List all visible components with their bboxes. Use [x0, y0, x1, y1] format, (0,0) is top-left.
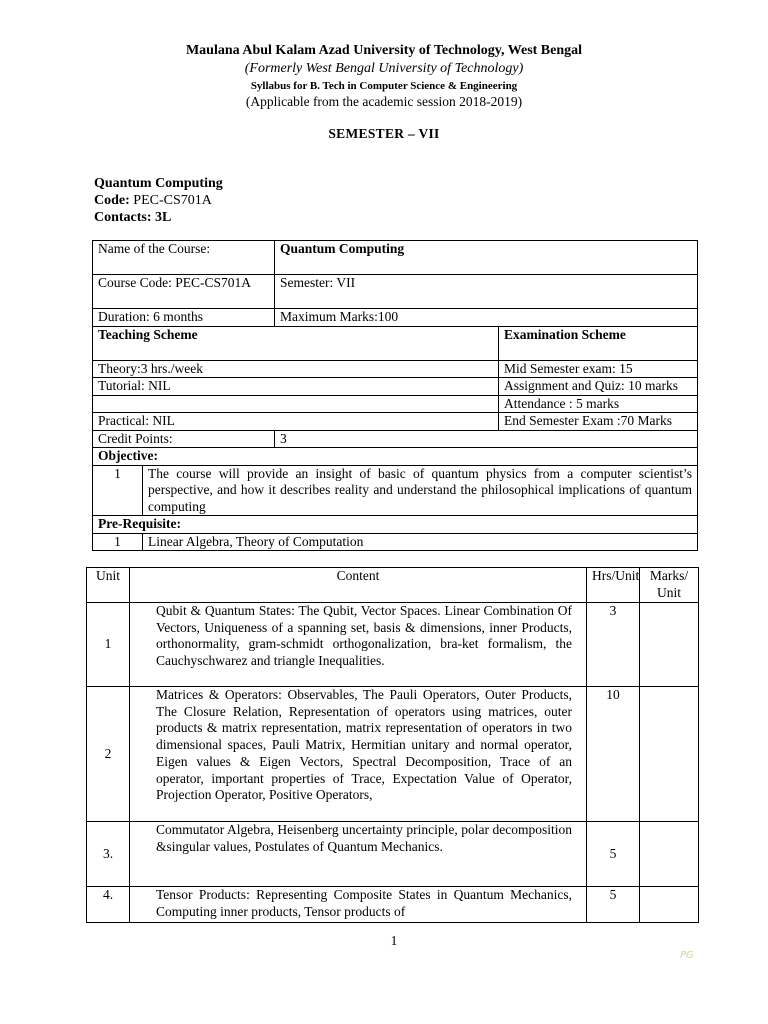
course-code-line	[94, 192, 212, 209]
unit-header: Unit	[87, 568, 130, 603]
formerly-line: (Formerly West Bengal University of Technology)	[244, 61, 524, 76]
objective-heading: Objective:	[93, 448, 698, 466]
units-table	[86, 567, 699, 923]
credit-label-cell: Credit Points:	[93, 430, 275, 448]
marks-cell	[640, 822, 699, 887]
course-info-table	[92, 240, 698, 551]
watermark-mark: PG	[680, 950, 694, 961]
teaching-scheme-heading: Teaching Scheme	[93, 326, 499, 360]
table-row	[93, 448, 698, 466]
objective-number: 1	[93, 465, 143, 516]
end-sem-cell: End Semester Exam :70 Marks	[499, 413, 698, 431]
unit-cell: 2	[87, 687, 130, 822]
attendance-cell: Attendance : 5 marks	[499, 395, 698, 413]
objective-text: The course will provide an insight of basic of quantum physics from a computer scientist’s perspective, and how it describes reality and understand the philosophical implications of quantum computing	[143, 465, 698, 516]
table-row	[93, 360, 698, 378]
table-row	[93, 378, 698, 396]
table-row	[93, 430, 698, 448]
marks-cell	[640, 603, 699, 687]
course-name-label: Name of the Course:	[93, 241, 275, 275]
duration-cell: Duration: 6 months	[93, 309, 275, 327]
theory-cell: Theory:3 hrs./week	[93, 360, 499, 378]
table-row	[87, 887, 699, 923]
hrs-cell: 5	[587, 822, 640, 887]
hrs-cell: 3	[587, 603, 640, 687]
table-row	[93, 395, 698, 413]
table-row	[93, 275, 698, 309]
table-row	[93, 309, 698, 327]
prerequisite-text: Linear Algebra, Theory of Computation	[143, 533, 698, 551]
content-cell: Qubit & Quantum States: The Qubit, Vector Spaces. Linear Combination Of Vectors, Uniqueness of a spanning set, basis & dimensions, inner Products, orthonormality, gram-schmidt orthogonalization, bra-ket formalism, the Cauchyschwarez and triangle Inequalities.	[130, 603, 587, 687]
examination-scheme-heading: Examination Scheme	[499, 326, 698, 360]
table-row	[93, 516, 698, 534]
hrs-header: Hrs/Unit	[587, 568, 640, 603]
max-marks-cell: Maximum Marks:100	[275, 309, 698, 327]
hrs-cell: 10	[587, 687, 640, 822]
table-row	[87, 687, 699, 822]
table-row	[93, 326, 698, 360]
content-cell: Tensor Products: Representing Composite States in Quantum Mechanics, Computing inner products, Tensor products of	[130, 887, 587, 923]
page-number: 1	[390, 933, 398, 948]
unit-cell: 4.	[87, 887, 130, 923]
prerequisite-number: 1	[93, 533, 143, 551]
course-name-value: Quantum Computing	[275, 241, 698, 275]
table-row	[87, 603, 699, 687]
course-code-value: PEC-CS701A	[133, 193, 212, 208]
university-name: Maulana Abul Kalam Azad University of Technology, West Bengal	[185, 43, 583, 58]
unit-cell: 1	[87, 603, 130, 687]
empty-cell	[93, 395, 499, 413]
hrs-cell: 5	[587, 887, 640, 923]
contacts-line: Contacts: 3L	[94, 210, 172, 225]
marks-cell	[640, 687, 699, 822]
content-cell: Commutator Algebra, Heisenberg uncertainty principle, polar decomposition &singular values, Postulates of Quantum Mechanics.	[130, 822, 587, 887]
practical-cell: Practical: NIL	[93, 413, 499, 431]
marks-header: Marks/ Unit	[640, 568, 699, 603]
marks-cell	[640, 887, 699, 923]
course-code-label: Code:	[94, 193, 130, 208]
table-row	[93, 465, 698, 516]
table-row	[93, 413, 698, 431]
semester-heading: SEMESTER – VII	[328, 126, 440, 141]
content-cell: Matrices & Operators: Observables, The Pauli Operators, Outer Products, The Closure Relation, Representation of operators using matrices, outer products & matrix representation, matrix representation of operators in two dimensional spaces, Pauli Matrix, Hermitian unitary and normal operator, Eigen values & Eigen Vectors, Spectral Decomposition, Trace of an operator, important properties of Trace, Expectation Value of Operator, Projection Operator, Positive Operators,	[130, 687, 587, 822]
mid-sem-cell: Mid Semester exam: 15	[499, 360, 698, 378]
table-row	[93, 241, 698, 275]
table-row	[87, 822, 699, 887]
tutorial-cell: Tutorial: NIL	[93, 378, 499, 396]
prerequisite-heading: Pre-Requisite:	[93, 516, 698, 534]
assignment-cell: Assignment and Quiz: 10 marks	[499, 378, 698, 396]
content-header: Content	[130, 568, 587, 603]
table-header-row	[87, 568, 699, 603]
syllabus-line: Syllabus for B. Tech in Computer Science & Engineering	[250, 80, 518, 92]
semester-cell: Semester: VII	[275, 275, 698, 309]
course-title: Quantum Computing	[94, 176, 223, 191]
unit-cell: 3.	[87, 822, 130, 887]
course-code-cell: Course Code: PEC-CS701A	[93, 275, 275, 309]
credit-value-cell: 3	[275, 430, 698, 448]
table-row	[93, 533, 698, 551]
applicable-line: (Applicable from the academic session 2018-2019)	[245, 94, 523, 109]
